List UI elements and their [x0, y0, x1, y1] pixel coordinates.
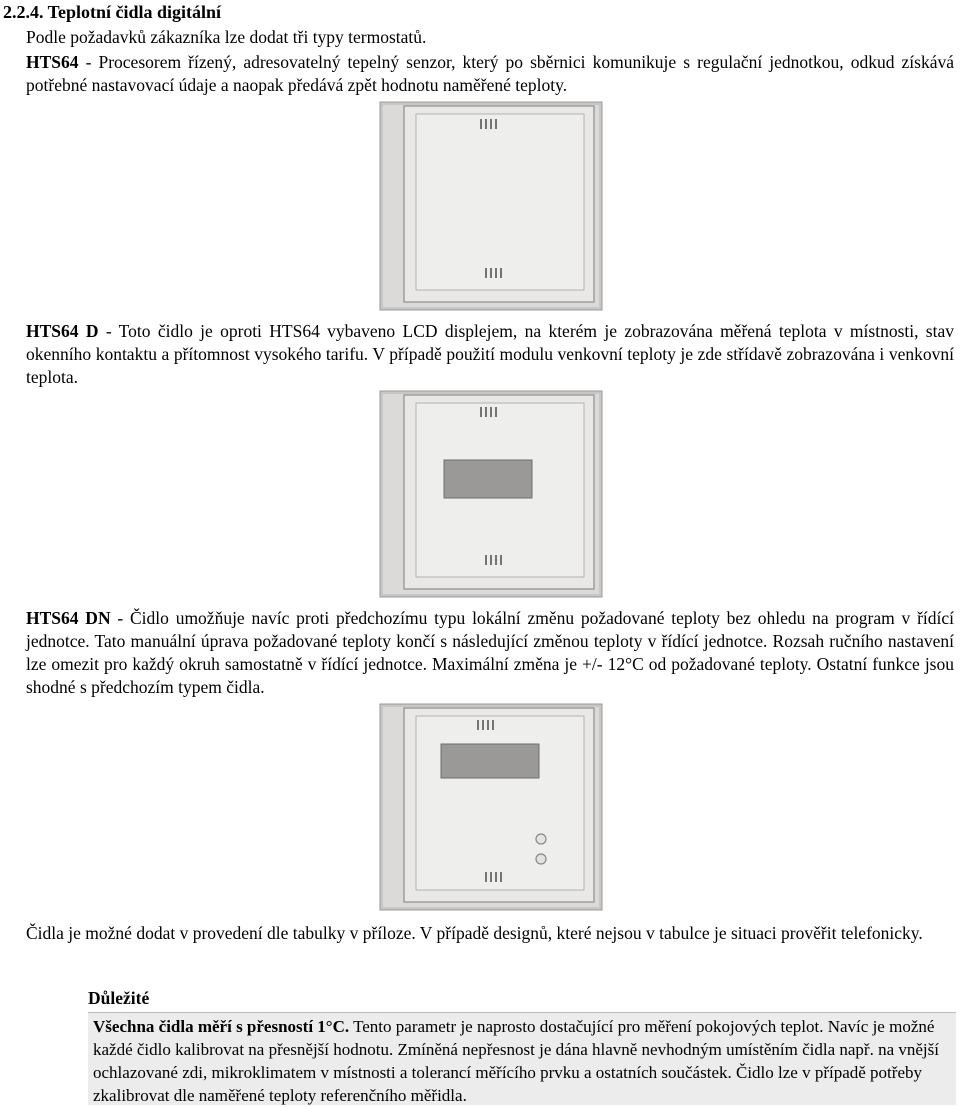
important-heading: Důležité [88, 988, 150, 1008]
hts64dn-text: - Čidlo umožňuje navíc proti předchozímu typu lokální změnu požadované teploty bez ohledu na program v řídící jednotce. Tato manuální úprava požadované teploty končí s následující změnou teploty v řídící jednotce. Rozsah ručního nastavení lze omezit pro každý okruh samostatně v řídící jednotce. Maximální změna je +/- 12°C od požadované teploty. Ostatní funkce jsou shodné s předchozím typem čidla. [26, 608, 955, 697]
important-bold-lead: Všechna čidla měří s přesností 1°C. [93, 1017, 350, 1036]
hts64dn-sensor-image [378, 702, 604, 912]
hts64-paragraph [26, 51, 954, 97]
intro-paragraph: Podle požadavků zákazníka lze dodat tři typy termostatů. [26, 27, 427, 47]
important-body: Tento parametr je naprosto dostačující pro měření pokojových teplot. Navíc je možné každé čidlo kalibrovat na přesnější hodnotu. Zmíněná nepřesnost je dána hlavně nevhodným umístěním čidla např. na vnější ochlazované zdi, mikroklimatem v místnosti a tolerancí měřícího prvku a ostatních součástek. Čidlo lze v případě potřeby zkalibrovat dle naměřené teploty referenčního měřidla. [93, 1017, 939, 1105]
hts64-name: HTS64 [26, 52, 79, 72]
hts64dn-name: HTS64 DN [26, 608, 111, 628]
hts64d-text: - Toto čidlo je oproti HTS64 vybaveno LCD displejem, na kterém je zobrazována měřená teplota v místnosti, stav okenního kontaktu a přítomnost vysokého tarifu. V případě použití modulu venkovní teploty je zde střídavě zobrazována i venkovní teplota. [26, 321, 954, 387]
hts64d-name: HTS64 D [26, 321, 99, 341]
hts64-sensor-image [378, 100, 604, 312]
hts64d-paragraph [26, 320, 954, 389]
hts64d-sensor-image [378, 389, 604, 599]
designs-note-paragraph: Čidla je možné dodat v provedení dle tabulky v příloze. V případě designů, které nejsou v tabulce je situaci prověřit telefonicky. [26, 923, 923, 943]
section-heading: 2.2.4. Teplotní čidla digitální [3, 2, 222, 22]
hts64-text: - Procesorem řízený, adresovatelný tepelný senzor, který po sběrnici komunikuje s regulační jednotkou, odkud získává potřebné nastavovací údaje a naopak předává zpět hodnotu naměřené teploty. [26, 52, 954, 95]
important-text [93, 1015, 953, 1107]
hts64dn-paragraph [26, 607, 954, 699]
important-box [88, 1012, 956, 1105]
